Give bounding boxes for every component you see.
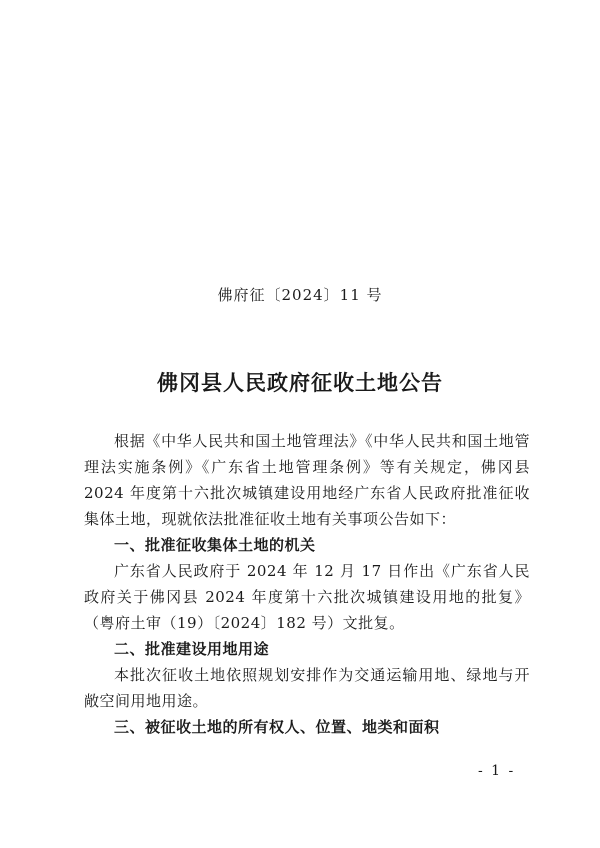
intro-paragraph: 根据《中华人民共和国土地管理法》《中华人民共和国土地管理法实施条例》《广东省土地管理条例》等有关规定，佛冈县 2024 年度第十六批次城镇建设用地经广东省人民政府批准征收集体土地，现就依法批准征收土地有关事项公告如下： (84, 432, 530, 528)
section-text-1: 广东省人民政府于 2024 年 12 月 17 日作出《广东省人民政府关于佛冈县 2024 年度第十六批次城镇建设用地的批复》（粤府土审（19）〔2024〕182 号）文批复。 (84, 562, 530, 632)
document-number: 佛府征〔2024〕11 号 (217, 286, 383, 304)
section-heading-2: 二、批准建设用地用途 (114, 640, 270, 658)
section-text-2: 本批次征收土地依照规划安排作为交通运输用地、绿地与开敞空间用地用途。 (84, 666, 530, 710)
document-body (84, 428, 530, 740)
document-title: 佛冈县人民政府征收土地公告 (157, 370, 443, 395)
section-heading-3: 三、被征收土地的所有权人、位置、地类和面积 (114, 718, 440, 736)
page-number: - 1 - (478, 763, 516, 779)
section-heading-1: 一、批准征收集体土地的机关 (114, 536, 316, 554)
